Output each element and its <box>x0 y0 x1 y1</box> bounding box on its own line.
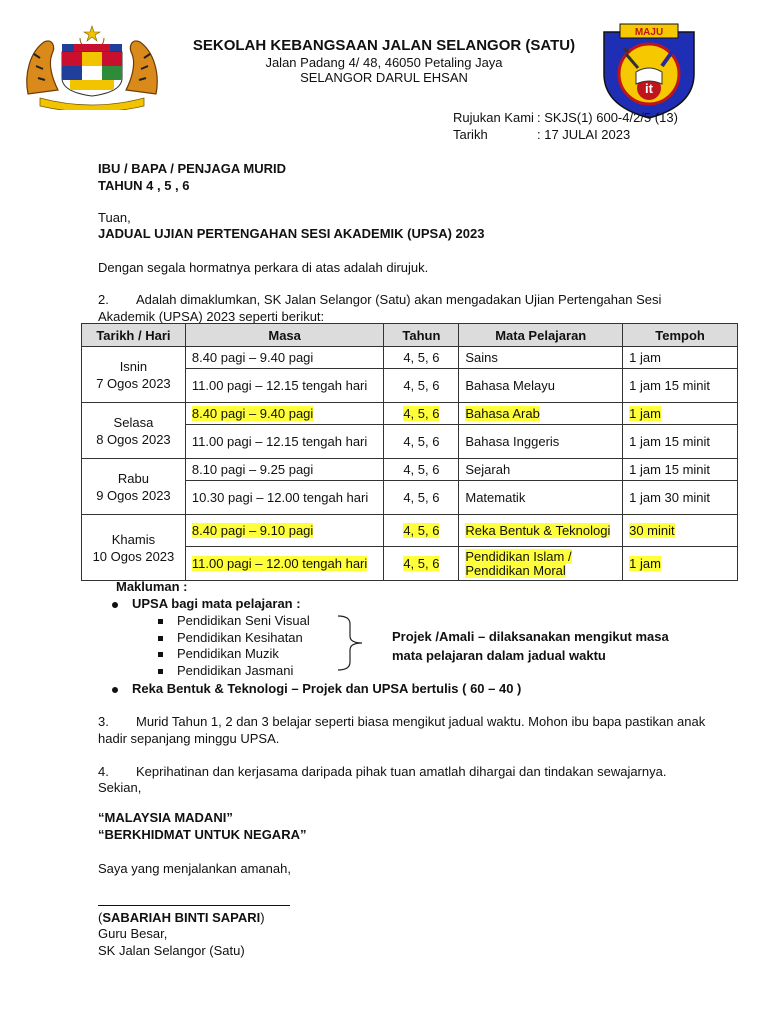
duration-cell: 1 jam 15 minit <box>623 459 738 481</box>
time-text: 11.00 pagi – 12.00 tengah hari <box>191 555 368 571</box>
year-cell: 4, 5, 6 <box>384 369 459 403</box>
paragraph-3-number: 3. <box>98 714 109 729</box>
day-cell <box>82 459 186 515</box>
paragraph-3-text: Murid Tahun 1, 2 dan 3 belajar seperti biasa mengikut jadual waktu. Mohon ibu bapa pastikan anak hadir sepanjang minggu UPSA. <box>98 714 706 746</box>
signatory-org: SK Jalan Selangor (Satu) <box>98 943 245 958</box>
year-cell: 4, 5, 6 <box>384 347 459 369</box>
table-row <box>82 459 738 481</box>
header-date-day: Tarikh / Hari <box>82 324 186 347</box>
subject-name: Pendidikan Muzik <box>177 646 279 661</box>
table-row <box>82 347 738 369</box>
header-subject: Mata Pelajaran <box>459 324 623 347</box>
paragraph-3 <box>98 713 718 747</box>
year-text: 4, 5, 6 <box>403 405 440 421</box>
school-name: SEKOLAH KEBANGSAAN JALAN SELANGOR (SATU) <box>192 37 576 54</box>
year-cell <box>384 515 459 547</box>
subject-cell: Sains <box>459 347 623 369</box>
recipient-line-1: IBU / BAPA / PENJAGA MURID <box>98 161 287 176</box>
year-cell <box>384 403 459 425</box>
duration-cell <box>623 515 738 547</box>
notes-upsa-item <box>112 596 301 611</box>
ref-label: Rujukan Kami <box>453 110 534 125</box>
list-item <box>158 663 310 680</box>
paragraph-4 <box>98 763 718 780</box>
trust-line: Saya yang menjalankan amanah, <box>98 861 291 876</box>
signatory-name-text: SABARIAH BINTI SAPARI <box>102 910 261 925</box>
square-bullet-icon <box>158 619 163 624</box>
subject-cell: Bahasa Inggeris <box>459 425 623 459</box>
year-cell <box>384 547 459 581</box>
subject-name: Pendidikan Jasmani <box>177 662 294 678</box>
subject-cell: Sejarah <box>459 459 623 481</box>
duration-cell <box>623 547 738 581</box>
project-note-line-1: Projek /Amali – dilaksanakan mengikut masa <box>392 629 669 644</box>
day-date: 9 Ogos 2023 <box>96 487 171 503</box>
duration-text: 30 minit <box>629 522 675 538</box>
open-paren: ( <box>98 910 103 925</box>
list-item <box>158 613 310 630</box>
table-row <box>82 403 738 425</box>
curly-brace-icon <box>336 614 366 672</box>
time-cell: 11.00 pagi – 12.15 tengah hari <box>185 369 384 403</box>
header-year: Tahun <box>384 324 459 347</box>
paragraph-2-text: Adalah dimaklumkan, SK Jalan Selangor (Satu) akan mengadakan Ujian Pertengahan Sesi Akademik (UPSA) 2023 seperti berikut: <box>98 292 662 324</box>
time-cell: 11.00 pagi – 12.15 tengah hari <box>185 425 384 459</box>
day-name: Selasa <box>113 414 154 430</box>
duration-cell: 1 jam 15 minit <box>623 369 738 403</box>
subject-cell: Matematik <box>459 481 623 515</box>
day-name: Rabu <box>117 470 149 486</box>
paragraph-4-text: Keprihatinan dan kerjasama daripada pihak tuan amatlah dihargai dan tindakan sewajarnya. <box>136 764 667 779</box>
logo-text-top: MAJU <box>634 27 664 38</box>
address-line-1: Jalan Padang 4/ 48, 46050 Petaling Jaya <box>265 55 503 70</box>
time-cell: 8.10 pagi – 9.25 pagi <box>185 459 384 481</box>
close-paren: ) <box>260 910 265 925</box>
day-name: Isnin <box>119 358 148 374</box>
exam-schedule-table <box>81 323 738 581</box>
subject-cell <box>459 403 623 425</box>
time-cell <box>185 515 384 547</box>
ref-value: : SKJS(1) 600-4/2/5 (13) <box>537 110 678 125</box>
paragraph-2 <box>98 291 718 325</box>
rbt-note: Reka Bentuk & Teknologi – Projek dan UPSA bertulis ( 60 – 40 ) <box>132 681 522 696</box>
address-line-2: SELANGOR DARUL EHSAN <box>300 70 468 85</box>
subject-text: Bahasa Arab <box>465 405 540 421</box>
time-text: 8.40 pagi – 9.40 pagi <box>191 405 314 421</box>
year-cell: 4, 5, 6 <box>384 459 459 481</box>
subject-text: Reka Bentuk & Teknologi <box>465 522 611 538</box>
table-header-row <box>82 324 738 347</box>
time-text: 8.40 pagi – 9.10 pagi <box>191 522 314 538</box>
square-bullet-icon <box>158 652 163 657</box>
recipient-line-2: TAHUN 4 , 5 , 6 <box>98 178 190 193</box>
duration-text: 1 jam <box>629 555 661 571</box>
year-cell: 4, 5, 6 <box>384 481 459 515</box>
paragraph-4-number: 4. <box>98 764 109 779</box>
signatory-name <box>98 909 718 926</box>
signature-line <box>98 905 290 906</box>
duration-cell: 1 jam 30 minit <box>623 481 738 515</box>
duration-cell: 1 jam 15 minit <box>623 425 738 459</box>
subject-text: Pendidikan Islam / Pendidikan Moral <box>465 548 572 578</box>
day-cell <box>82 403 186 459</box>
salutation: Tuan, <box>98 210 131 225</box>
project-note <box>392 627 669 665</box>
square-bullet-icon <box>158 669 163 674</box>
date-label: Tarikh <box>453 127 488 142</box>
bullet-icon <box>112 602 118 608</box>
day-date: 7 Ogos 2023 <box>96 375 171 391</box>
year-text: 4, 5, 6 <box>403 555 440 571</box>
notes-rbt-item <box>112 681 521 696</box>
notes-heading: Makluman : <box>116 579 188 594</box>
subject-name: Pendidikan Kesihatan <box>177 629 303 645</box>
subject-cell <box>459 547 623 581</box>
reference-block <box>453 109 678 143</box>
day-name: Khamis <box>111 531 156 547</box>
header-duration: Tempoh <box>623 324 738 347</box>
year-text: 4, 5, 6 <box>403 522 440 538</box>
year-cell: 4, 5, 6 <box>384 425 459 459</box>
subject-cell <box>459 515 623 547</box>
time-cell: 10.30 pagi – 12.00 tengah hari <box>185 481 384 515</box>
day-cell <box>82 347 186 403</box>
date-value: : 17 JULAI 2023 <box>537 127 631 142</box>
paragraph-1: Dengan segala hormatnya perkara di atas adalah dirujuk. <box>98 260 429 275</box>
day-date: 10 Ogos 2023 <box>92 548 175 564</box>
header-time: Masa <box>185 324 384 347</box>
duration-cell: 1 jam <box>623 347 738 369</box>
subject-cell: Bahasa Melayu <box>459 369 623 403</box>
time-cell: 8.40 pagi – 9.40 pagi <box>185 347 384 369</box>
slogan-1: “MALAYSIA MADANI” <box>98 810 233 825</box>
signatory-title: Guru Besar, <box>98 926 168 941</box>
paragraph-2-number: 2. <box>98 292 109 307</box>
square-bullet-icon <box>158 636 163 641</box>
day-cell <box>82 515 186 581</box>
duration-text: 1 jam <box>629 405 661 421</box>
slogan-2: “BERKHIDMAT UNTUK NEGARA” <box>98 827 307 842</box>
project-note-line-2: mata pelajaran dalam jadual waktu <box>392 648 606 663</box>
list-item <box>158 646 310 663</box>
notes-upsa-label: UPSA bagi mata pelajaran : <box>132 596 301 611</box>
day-date: 8 Ogos 2023 <box>96 431 171 447</box>
practical-subjects-list <box>158 613 310 679</box>
closing: Sekian, <box>98 780 142 795</box>
list-item <box>158 630 310 647</box>
logo-text-center: it <box>645 81 653 96</box>
time-cell <box>185 547 384 581</box>
subject-name: Pendidikan Seni Visual <box>177 613 310 628</box>
time-cell <box>185 403 384 425</box>
subject-line: JADUAL UJIAN PERTENGAHAN SESI AKADEMIK (UPSA) 2023 <box>98 226 485 241</box>
table-row <box>82 515 738 547</box>
bullet-icon <box>112 687 118 693</box>
duration-cell <box>623 403 738 425</box>
